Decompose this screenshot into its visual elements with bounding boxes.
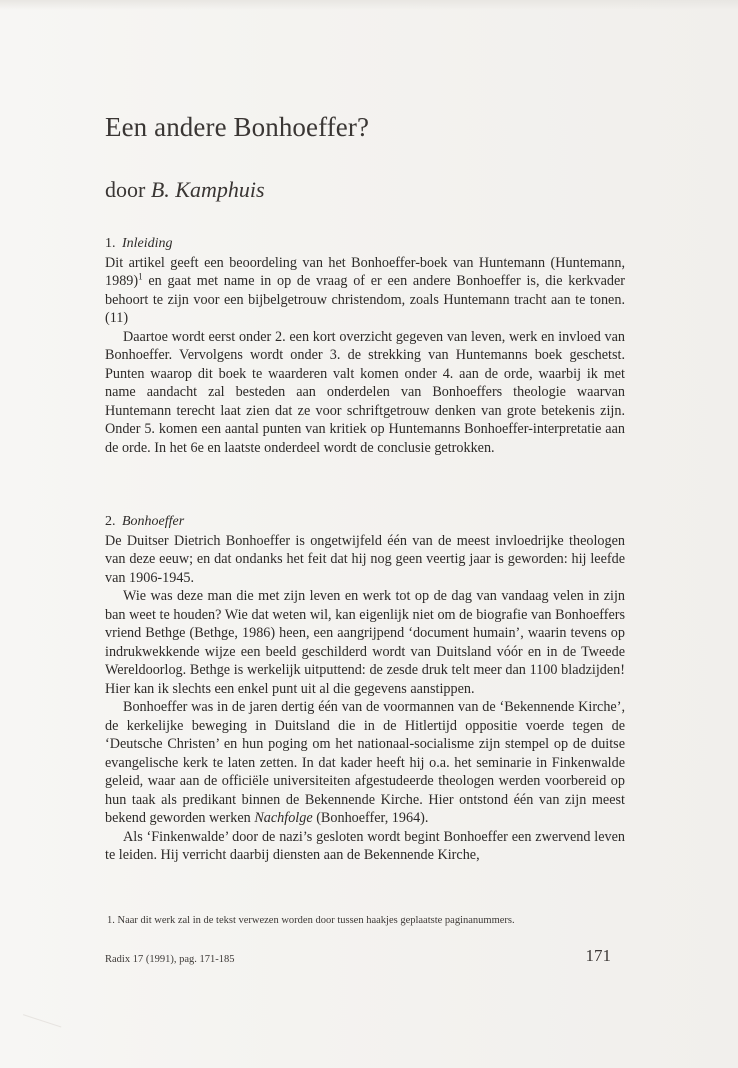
article-byline	[105, 177, 265, 203]
book-title: Nachfolge	[254, 810, 313, 826]
paragraph: Als ‘Finkenwalde’ door de nazi’s gesloten wordt begint Bonhoeffer een zwervend leven te leiden. Hij verricht daarbij diensten aan de Bekennende Kirche,	[105, 828, 625, 863]
section-inleiding	[105, 235, 625, 457]
page-number: 171	[585, 946, 611, 965]
footnote: 1. Naar dit werk zal in de tekst verwezen worden door tussen haakjes geplaatste paginanummers.	[107, 915, 515, 926]
paragraph-text: Dit artikel geeft een beoordeling van het Bonhoeffer-boek van Huntemann (Huntemann, 1989)	[105, 254, 625, 289]
scan-corner-mark	[19, 1014, 62, 1041]
footnote-marker: 1	[138, 271, 143, 282]
section-number: 2.	[105, 514, 116, 529]
paragraph-text: Bonhoeffer was in de jaren dertig één van de voormannen van de ‘Bekennende Kirche’, de kerkelijke beweging in Duitsland die in de Hitlertijd oppositie voerde tegen de ‘Deutsche Christen’ en hun poging om het nationaal-socialisme zijn stempel op de duitse evangelische kerk te laten zetten. In dat kader heeft hij o.a. het seminarie in Finkenwalde geleid, waar aan de officiële universiteiten afgestudeerde theologen werden voorbereid op hun taak als predikant binnen de Bekennende Kirche. Hier ontstond één van zijn meest bekend geworden werken	[105, 699, 625, 826]
paragraph-text: (Bonhoeffer, 1964).	[312, 810, 429, 826]
paragraph: De Duitser Dietrich Bonhoeffer is ongetwijfeld één van de meest invloedrijke theologen van deze eeuw; en dat ondanks het feit dat hij nog geen veertig jaar is geworden: hij leefde van 1906-1945.	[105, 532, 625, 586]
section-heading	[105, 235, 625, 254]
paragraph	[105, 698, 625, 828]
paragraph	[105, 254, 625, 328]
paragraph: Wie was deze man die met zijn leven en werk tot op de dag van vandaag velen in zijn ban weet te houden? Wie dat weten wil, kan eigenlijk niet om de biografie van Bonhoeffers vriend Bethge (Bethge, 1986) heen, een aangrijpend ‘document humain’, waarin tevens op indrukwekkende wijze een beeld geschilderd wordt van Duitsland vóór en in de Tweede Wereldoorlog. Bethge is werkelijk uitputtend: de zesde druk telt meer dan 1100 bladzijden! Hier kan ik slechts een enkel punt uit al die gegevens aanstippen.	[105, 588, 625, 697]
section-bonhoeffer	[105, 513, 625, 865]
section-title: Bonhoeffer	[122, 514, 185, 529]
journal-citation: Radix 17 (1991), pag. 171-185	[105, 954, 235, 965]
byline-prefix: door	[105, 177, 151, 202]
author-name: B. Kamphuis	[150, 177, 265, 202]
section-heading	[105, 513, 625, 532]
paragraph: Daartoe wordt eerst onder 2. een kort overzicht gegeven van leven, werk en invloed van Bonhoeffer. Vervolgens wordt onder 3. de strekking van Huntemanns boek geschetst. Punten waarop dit boek te waarderen valt komen onder 4. aan de orde, waarbij ik met name aandacht zal besteden aan onderdelen van Bonhoeffers theologie waarvan Huntemann terecht laat zien dat ze voor schriftgetrouw denken van grote betekenis zijn. Onder 5. komen een aantal punten van kritiek op Huntemanns Bonhoeffer-interpretatie aan de orde. In het 6e en laatste onderdeel wordt de conclusie getrokken.	[105, 328, 625, 456]
section-number: 1.	[105, 236, 116, 251]
scan-edge-shadow	[0, 0, 738, 10]
section-title: Inleiding	[122, 236, 173, 251]
article-title: Een andere Bonhoeffer?	[105, 112, 370, 142]
paragraph-text: en gaat met name in op de vraag of er een andere Bonhoeffer is, die kerkvader behoort te zijn voor een bijbelgetrouw christendom, zoals Huntemann tracht aan te tonen.(11)	[105, 273, 625, 326]
